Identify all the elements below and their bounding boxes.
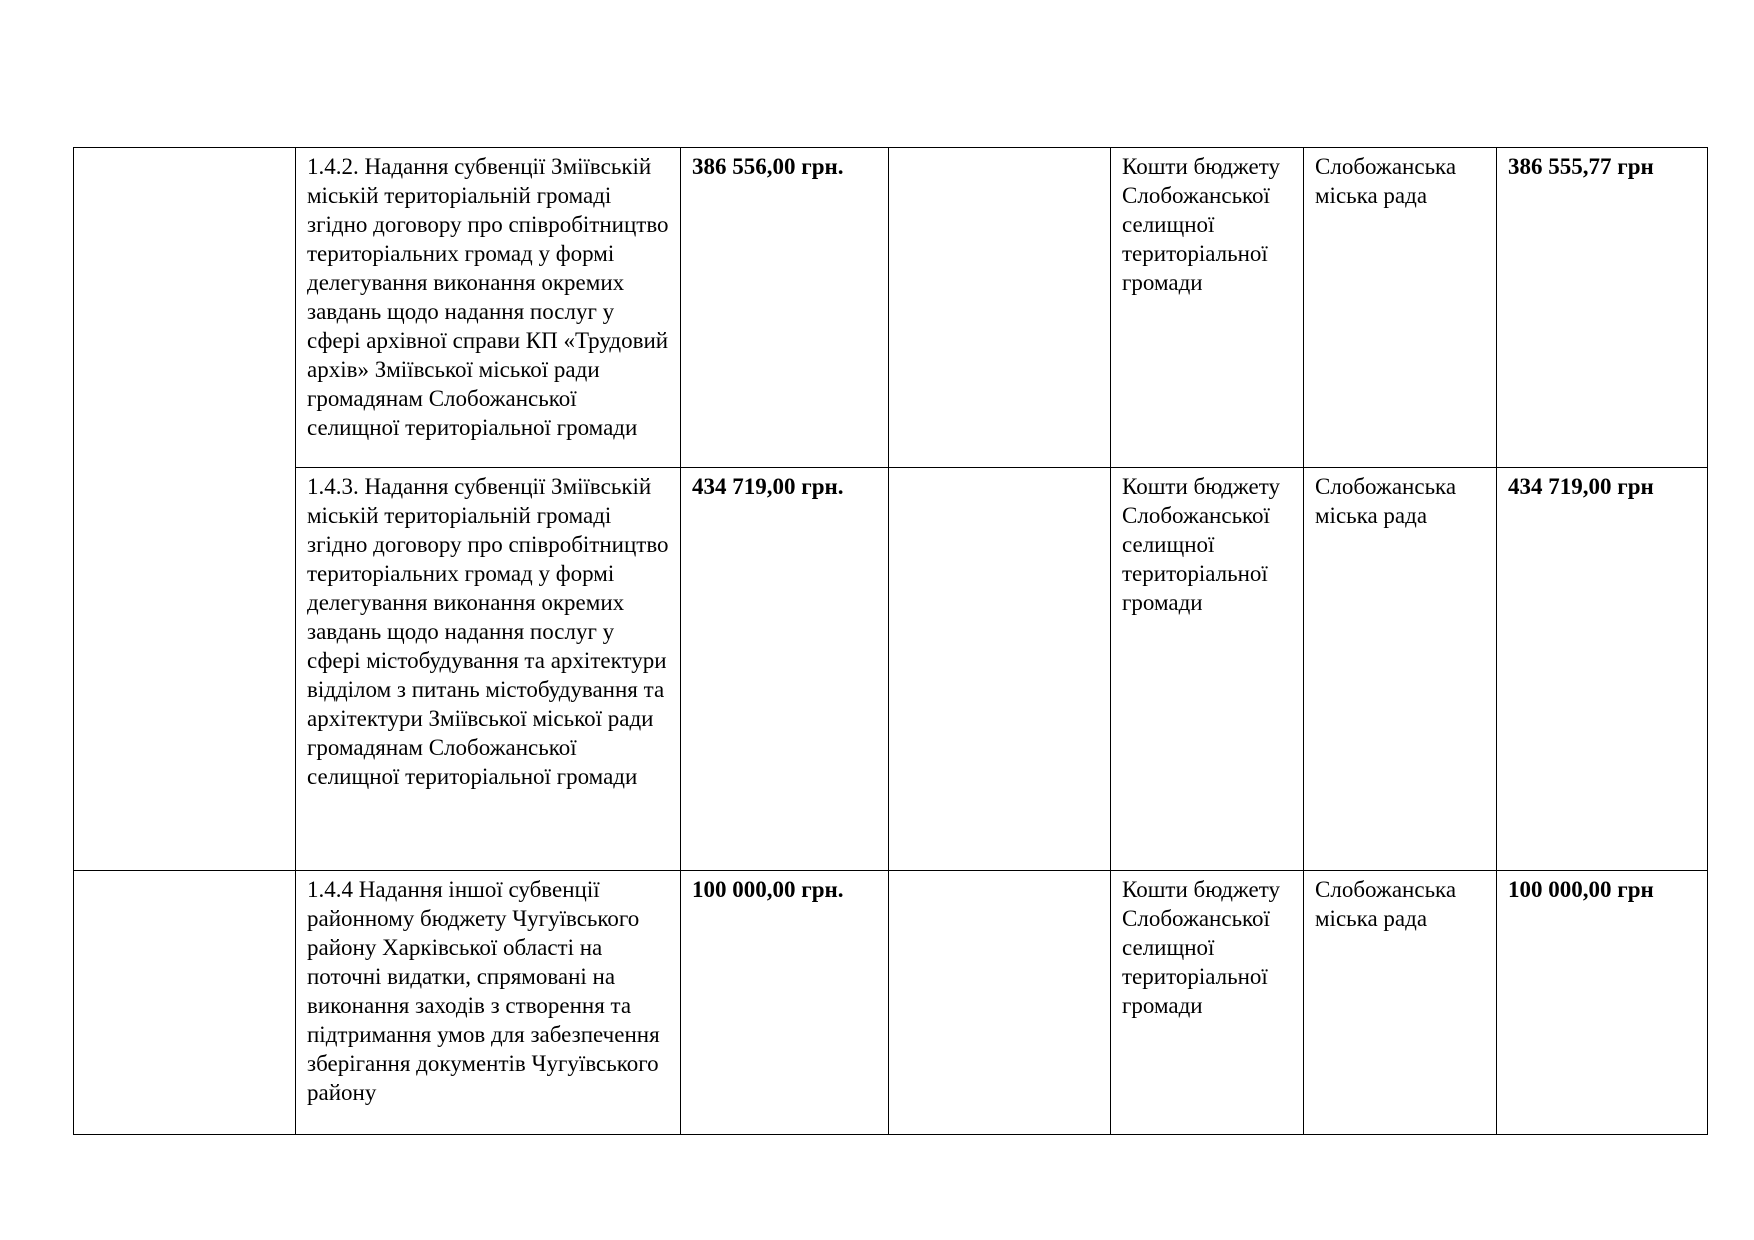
action-cell: 1.4.4 Надання іншої субвенції районному бюджету Чугуївського району Харківської області на поточні видатки, спрямовані на виконання заходів з створення та підтримання умов для забезпечення зберігання документів Чугуївського району (296, 871, 681, 1135)
task-cell (74, 148, 296, 871)
result-cell: 100 000,00 грн (1497, 871, 1708, 1135)
result-cell: 434 719,00 грн (1497, 468, 1708, 871)
table-row (74, 468, 1708, 871)
executor-cell: Слобожанська міська рада (1304, 148, 1497, 468)
amount-cell: 100 000,00 грн. (681, 871, 889, 1135)
amount-cell: 386 556,00 грн. (681, 148, 889, 468)
action-cell: 1.4.2. Надання субвенції Зміївській міській територіальній громаді згідно договору про співробітництво територіальних громад у формі делегування виконання окремих завдань щодо надання послуг у сфері архівної справи КП «Трудовий архів» Зміївської міської ради громадянам Слобожанської селищної територіальної громади (296, 148, 681, 468)
term-cell (889, 871, 1111, 1135)
result-cell: 386 555,77 грн (1497, 148, 1708, 468)
amount-cell: 434 719,00 грн. (681, 468, 889, 871)
table-row (74, 148, 1708, 468)
table-row (74, 871, 1708, 1135)
executor-cell: Слобожанська міська рада (1304, 871, 1497, 1135)
term-cell (889, 468, 1111, 871)
action-cell: 1.4.3. Надання субвенції Зміївській міській територіальній громаді згідно договору про співробітництво територіальних громад у формі делегування виконання окремих завдань щодо надання послуг у сфері містобудування та архітектури відділом з питань містобудування та архітектури Зміївської міської ради громадянам Слобожанської селищної територіальної громади (296, 468, 681, 871)
source-cell: Кошти бюджету Слобожанської селищної територіальної громади (1111, 148, 1304, 468)
term-cell (889, 148, 1111, 468)
task-cell (74, 871, 296, 1135)
executor-cell: Слобожанська міська рада (1304, 468, 1497, 871)
source-cell: Кошти бюджету Слобожанської селищної територіальної громади (1111, 468, 1304, 871)
source-cell: Кошти бюджету Слобожанської селищної територіальної громади (1111, 871, 1304, 1135)
program-measures-table (73, 147, 1708, 1135)
